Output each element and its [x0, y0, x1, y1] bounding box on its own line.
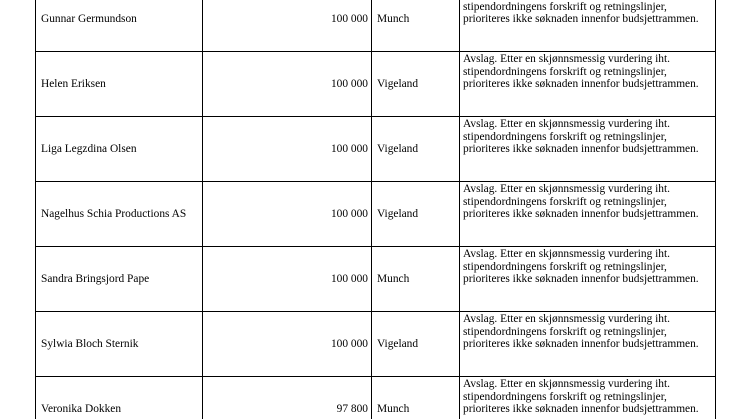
- decision-cell: [460, 247, 716, 312]
- applicant-name: Sandra Bringsjord Pape: [36, 247, 203, 312]
- grant-program: Vigeland: [372, 117, 460, 182]
- table-row: [36, 247, 716, 312]
- applied-amount: 100 000: [203, 117, 372, 182]
- table-row: [36, 182, 716, 247]
- decision-cell: [460, 117, 716, 182]
- table-row: [36, 312, 716, 377]
- applicant-name: Liga Legzdina Olsen: [36, 117, 203, 182]
- decision-text: Avslag. Etter en skjønnsmessig vurdering iht. stipendordningens forskrift og retningslinjer, prioriteres ikke søknaden innenfor budsjettrammen.: [463, 183, 699, 220]
- grant-decisions-table: [35, 0, 716, 419]
- decision-cell: [460, 377, 716, 419]
- grant-program: Munch: [372, 377, 460, 419]
- applied-amount: 100 000: [203, 312, 372, 377]
- decision-cell: [460, 52, 716, 117]
- decision-cell: [460, 312, 716, 377]
- table-row: [36, 0, 716, 52]
- applicant-name: Gunnar Germundson: [36, 0, 203, 52]
- applied-amount: 100 000: [203, 247, 372, 312]
- decision-text: Avslag. Etter en skjønnsmessig vurdering iht. stipendordningens forskrift og retningslinjer, prioriteres ikke søknaden innenfor budsjettrammen.: [463, 53, 699, 90]
- decision-cell: [460, 0, 716, 52]
- decision-text: Avslag. Etter en skjønnsmessig vurdering iht. stipendordningens forskrift og retningslinjer, prioriteres ikke søknaden innenfor budsjettrammen.: [463, 313, 699, 350]
- table-row: [36, 117, 716, 182]
- applicant-name: Sylwia Bloch Sternik: [36, 312, 203, 377]
- applied-amount: 100 000: [203, 182, 372, 247]
- grant-program: Vigeland: [372, 52, 460, 117]
- applicant-name: Nagelhus Schia Productions AS: [36, 182, 203, 247]
- decision-cell: [460, 182, 716, 247]
- applied-amount: 100 000: [203, 52, 372, 117]
- applicant-name: Helen Eriksen: [36, 52, 203, 117]
- grant-program: Vigeland: [372, 182, 460, 247]
- table-row: [36, 377, 716, 419]
- table-body: [36, 0, 716, 419]
- decision-text: stipendordningens forskrift og retningslinjer, prioriteres ikke søknaden innenfor budsjettrammen.: [463, 0, 699, 25]
- applied-amount: 100 000: [203, 0, 372, 52]
- table-row: [36, 52, 716, 117]
- applicant-name: Veronika Dokken: [36, 377, 203, 419]
- grant-program: Munch: [372, 0, 460, 52]
- grant-program: Munch: [372, 247, 460, 312]
- decision-text: Avslag. Etter en skjønnsmessig vurdering iht. stipendordningens forskrift og retningslinjer, prioriteres ikke søknaden innenfor budsjettrammen.: [463, 378, 699, 415]
- decision-text: Avslag. Etter en skjønnsmessig vurdering iht. stipendordningens forskrift og retningslinjer, prioriteres ikke søknaden innenfor budsjettrammen.: [463, 118, 699, 155]
- decision-text: Avslag. Etter en skjønnsmessig vurdering iht. stipendordningens forskrift og retningslinjer, prioriteres ikke søknaden innenfor budsjettrammen.: [463, 248, 699, 285]
- applied-amount: 97 800: [203, 377, 372, 419]
- grant-program: Vigeland: [372, 312, 460, 377]
